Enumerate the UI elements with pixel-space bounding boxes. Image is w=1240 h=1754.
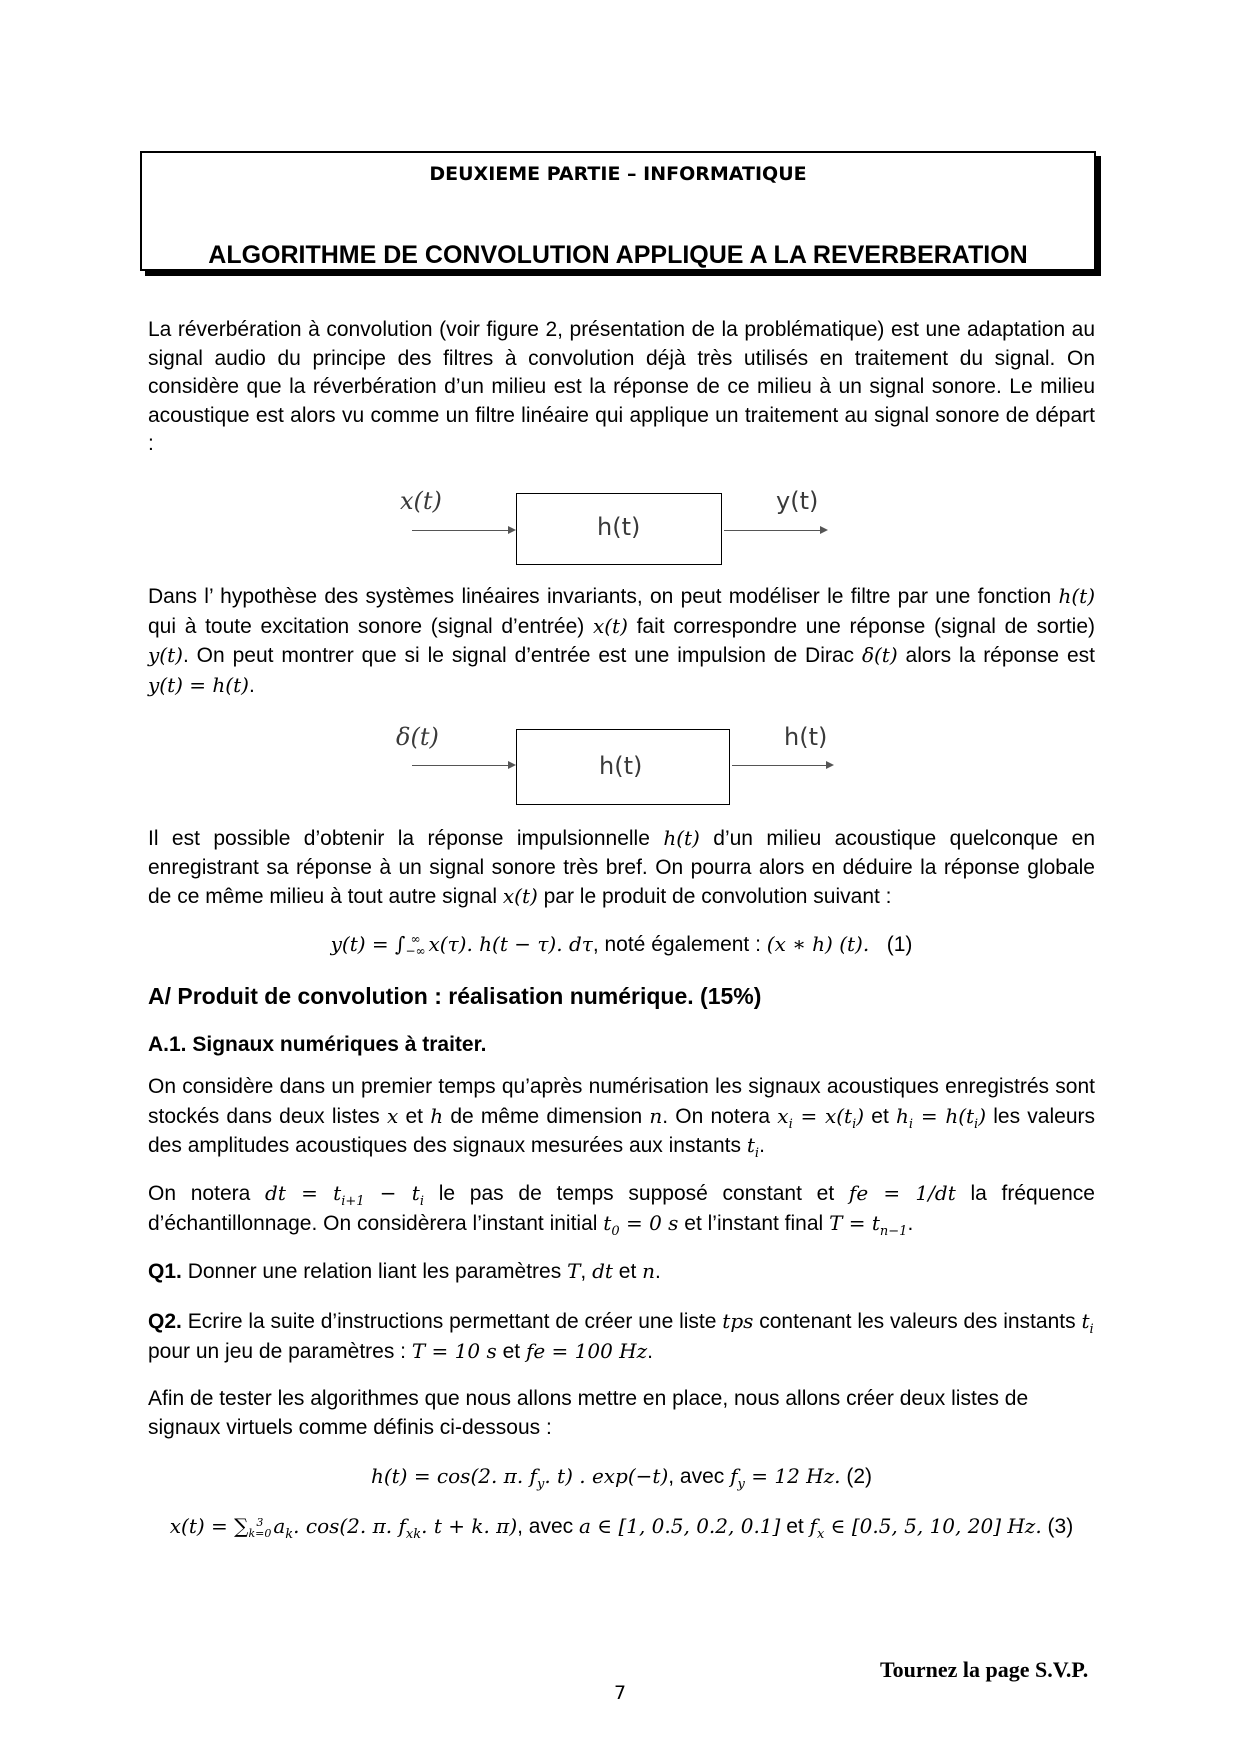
math-part: ) <box>978 1103 987 1128</box>
eq3-text: , avec <box>517 1515 574 1538</box>
text: pour un jeu de paramètres : <box>148 1339 406 1363</box>
text: . <box>759 1134 765 1157</box>
math-part: . t) . exp(−t) <box>544 1464 669 1488</box>
text: . <box>907 1211 914 1235</box>
question-2 <box>148 1307 1095 1366</box>
diagram2-filter-box <box>516 729 730 805</box>
math-part: = 12 Hz. <box>744 1464 841 1488</box>
math-x: x <box>386 1103 399 1128</box>
text: alors la réponse est <box>905 644 1095 667</box>
header-box <box>140 151 1096 271</box>
equation-1 <box>148 930 1095 959</box>
math-sub: xk <box>405 1527 422 1542</box>
text: fait correspondre une réponse (signal de sortie) <box>636 614 1096 638</box>
math-part: dt = t <box>265 1181 342 1205</box>
text: qui à toute excitation sonore (signal d’entrée) <box>148 614 585 638</box>
text: et <box>405 1104 423 1128</box>
math-sub: k <box>285 1527 294 1542</box>
diagram1-input-arrow <box>412 530 514 531</box>
text: . On peut montrer que si le signal d’entrée est une impulsion de Dirac <box>182 644 855 667</box>
math-part: = h(t <box>913 1103 975 1128</box>
math-sub: i <box>908 1116 914 1132</box>
math-h: h <box>430 1103 444 1128</box>
math-hi <box>896 1103 987 1132</box>
text: les valeurs des amplitudes acoustiques des signaux mesurées aux instants <box>148 1104 1095 1157</box>
text: de même dimension <box>450 1104 643 1128</box>
text: . On notera <box>662 1104 771 1128</box>
text: Dans l’ hypothèse des systèmes linéaires invariants, on peut modéliser le filtre par une fonction <box>148 585 1052 608</box>
text: d’un milieu acoustique quelconque en enregistrant sa réponse à un signal sonore très bref. On pourra alors en déduire la réponse globale de ce même milieu à tout autre signal <box>148 827 1096 908</box>
question-label: Q1. <box>148 1260 182 1283</box>
text: Ecrire la suite d’instructions permettant de créer une liste <box>181 1310 717 1333</box>
diagram2-input-label: δ(t) <box>396 723 439 751</box>
integral-upper-bound: ∞ <box>410 932 421 947</box>
text: . <box>655 1260 661 1283</box>
integral-lower-bound: −∞ <box>405 944 426 959</box>
diagram2-output-label: h(t) <box>784 723 828 751</box>
text: et <box>502 1339 521 1363</box>
intro-paragraph: La réverbération à convolution (voir figure 2, présentation de la problématique) est une adaptation au signal audio du principe des filtres à convolution déjà très utilisés en traitement du signal. On considère que la réverbération d’un milieu est la réponse de ce milieu à un signal sonore. Le milieu acoustique est alors vu comme un filtre linéaire qui applique un traitement au signal sonore de départ : <box>148 318 1095 455</box>
eq3-fx <box>809 1514 1042 1542</box>
paragraph-impulse-response <box>148 824 1095 912</box>
section-a1-heading: A.1. Signaux numériques à traiter. <box>148 1033 487 1056</box>
text: Donner une relation liant les paramètres <box>181 1260 562 1283</box>
math-sub: i <box>974 1116 979 1132</box>
eq1-number: (1) <box>886 933 913 956</box>
math-tps: tps <box>722 1309 754 1333</box>
math-dt: dt <box>592 1259 613 1283</box>
math-sub: 0 <box>611 1223 620 1239</box>
math-part: − t <box>364 1181 420 1205</box>
eq2-fy <box>730 1464 841 1492</box>
math-part: f <box>730 1464 738 1488</box>
math-sub: y <box>737 1477 745 1492</box>
math-h: h(t) <box>663 826 700 850</box>
sum-upper: 3 <box>256 1515 264 1529</box>
text: et l’instant final <box>684 1211 824 1235</box>
math-x: x(t) <box>592 613 628 638</box>
paragraph-virtual-signals: Afin de tester les algorithmes que nous allons mettre en place, nous allons créer deux listes de signaux virtuels comme définis ci-dessous : <box>148 1387 1029 1439</box>
math-sub: i <box>754 1146 760 1161</box>
math-part: x <box>777 1103 789 1128</box>
text: . <box>248 673 255 697</box>
diagram2-input-arrow <box>412 765 514 766</box>
main-title: ALGORITHME DE CONVOLUTION APPLIQUE A LA REVERBERATION <box>208 241 1028 269</box>
paragraph-time-step <box>148 1179 1095 1238</box>
math-T <box>829 1210 908 1239</box>
text: On notera <box>148 1182 251 1205</box>
math-sub: i <box>852 1116 857 1132</box>
eq2-text: , avec <box>668 1465 725 1488</box>
math-sub: i <box>788 1116 793 1132</box>
text: On considère dans un premier temps qu’après numérisation les signaux acoustiques enregistrés sont stockés dans deux listes <box>148 1075 1095 1128</box>
text: contenant les valeurs des instants <box>759 1310 1076 1333</box>
math-part: . t + k. π) <box>421 1514 518 1538</box>
math-part: ) <box>856 1103 865 1128</box>
math-t0 <box>603 1210 679 1239</box>
math-sub: i+1 <box>341 1194 365 1209</box>
text: le pas de temps supposé constant et <box>438 1182 835 1205</box>
math-sub: i <box>1089 1322 1094 1337</box>
eq3-number: (3) <box>1047 1515 1074 1538</box>
math-delta: δ(t) <box>861 643 898 667</box>
math-part: ∈ [0.5, 5, 10, 20] Hz. <box>824 1514 1042 1538</box>
math-xi <box>777 1103 865 1132</box>
turn-page-note: Tournez la page S.V.P. <box>880 1657 1089 1682</box>
text: et <box>618 1260 637 1283</box>
diagram2-output-arrow <box>732 765 832 766</box>
math-part: x(t) = ∑ <box>169 1514 249 1538</box>
text: Il est possible d’obtenir la réponse impulsionnelle <box>148 827 650 850</box>
math-T: T <box>567 1259 581 1283</box>
math-sub: y <box>536 1477 545 1492</box>
text: la fréquence d’échantillonnage. On considèrera l’instant initial <box>148 1182 1095 1235</box>
math-n: n <box>649 1103 663 1128</box>
text: , <box>580 1260 587 1283</box>
eq3-text: et <box>786 1515 804 1538</box>
math-sub: i <box>419 1194 424 1209</box>
diagram2-block-label: h(t) <box>599 752 643 780</box>
part-title: DEUXIEME PARTIE – INFORMATIQUE <box>429 163 807 185</box>
math-T: T = 10 s <box>411 1338 497 1363</box>
math-n: n <box>642 1259 656 1283</box>
math-sub: n−1 <box>879 1223 908 1239</box>
diagram1-block-label: h(t) <box>597 513 641 541</box>
diagram1-filter-box <box>516 493 722 565</box>
text: et <box>871 1104 889 1128</box>
math-sub: x <box>816 1527 825 1542</box>
question-label: Q2. <box>148 1310 182 1333</box>
eq1-alt-notation: (x ∗ h) (t). <box>766 932 870 956</box>
math-fe: fe = 1/dt <box>848 1181 956 1205</box>
equation-3 <box>148 1512 1095 1541</box>
math-fe: fe = 100 Hz <box>525 1338 648 1363</box>
question-1 <box>148 1257 1095 1287</box>
math-part: = x(t <box>792 1103 853 1128</box>
math-part: h <box>896 1103 909 1128</box>
math-part: a <box>273 1514 286 1538</box>
paragraph-digital-signals <box>148 1073 1095 1161</box>
section-a-heading: A/ Produit de convolution : réalisation numérique. (15%) <box>148 983 762 1009</box>
math-part: f <box>809 1514 817 1538</box>
eq1-text: , noté également : <box>592 933 761 956</box>
math-equality: y(t) = h(t) <box>148 672 249 697</box>
paragraph-hypothesis <box>148 582 1095 700</box>
diagram1-output-arrow <box>724 530 826 531</box>
eq3-formula <box>169 1514 518 1542</box>
eq1-rhs: x(τ). h(t − τ). dτ <box>428 932 593 956</box>
sum-lower: k=0 <box>248 1526 272 1540</box>
math-part: h(t) = cos(2. π. f <box>370 1464 537 1488</box>
math-part: T = t <box>829 1210 880 1235</box>
math-part: . cos(2. π. f <box>293 1514 406 1538</box>
text: . <box>647 1339 654 1363</box>
math-part: = 0 s <box>619 1210 679 1235</box>
eq3-a-set: a ∈ [1, 0.5, 0.2, 0.1] <box>579 1514 781 1538</box>
diagram1-input-label: x(t) <box>400 487 442 515</box>
math-part: t <box>603 1210 612 1235</box>
page-number: 7 <box>613 1682 627 1704</box>
math-dt <box>265 1181 424 1209</box>
math-x: x(t) <box>502 884 538 908</box>
text: par le produit de convolution suivant : <box>543 885 892 908</box>
eq2-number: (2) <box>846 1465 873 1488</box>
math-ti <box>1081 1309 1094 1337</box>
diagram1-output-label: y(t) <box>776 487 819 515</box>
equation-2 <box>148 1462 1095 1491</box>
eq2-formula <box>370 1464 669 1492</box>
math-y: y(t) <box>148 643 183 667</box>
math-part: t <box>746 1133 755 1157</box>
math-part: t <box>1081 1309 1090 1333</box>
eq1-lhs: y(t) = ∫ <box>330 932 406 956</box>
math-ti <box>746 1133 760 1161</box>
math-h: h(t) <box>1058 584 1095 608</box>
